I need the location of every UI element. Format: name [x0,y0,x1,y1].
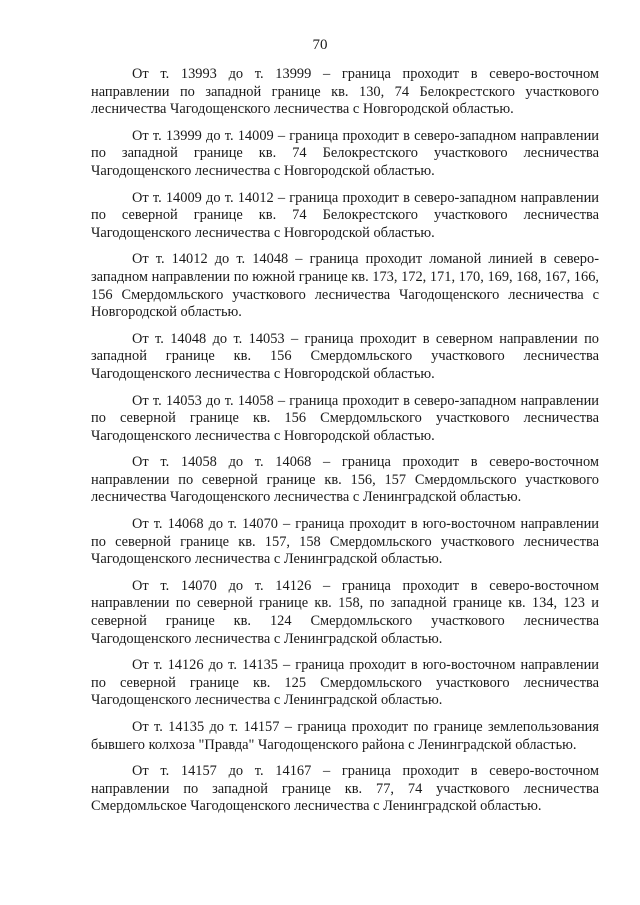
paragraph-4: От т. 14012 до т. 14048 – граница проходит ломаной линией в северо-западном направлении по южной границе кв. 173, 172, 171, 170, 169, 168, 167, 166, 156 Смердомльского участкового лесничества Чагодощенского лесничества с Новгородской областью. [91,251,599,321]
paragraph-5: От т. 14048 до т. 14053 – граница проходит в северном направлении по западной границе кв. 156 Смердомльского участкового лесничества Чагодощенского лесничества с Новгородской областью. [91,330,599,382]
page-number: 70 [312,37,328,53]
paragraph-9: От т. 14070 до т. 14126 – граница проходит в северо-восточном направлении по северной границе кв. 158, по западной границе кв. 134, 123 и северной границе кв. 124 Смердомльского участкового лесничества Чагодощенского лесничества с Ленинградской областью. [91,577,599,647]
paragraph-10: От т. 14126 до т. 14135 – граница проходит в юго-восточном направлении по северной границе кв. 125 Смердомльского участкового лесничества Чагодощенского лесничества с Ленинградской областью. [91,657,599,709]
document-body [91,66,599,825]
paragraph-2: От т. 13999 до т. 14009 – граница проходит в северо-западном направлении по западной границе кв. 74 Белокрестского участкового лесничества Чагодощенского лесничества с Новгородской областью. [91,127,599,179]
paragraph-6: От т. 14053 до т. 14058 – граница проходит в северо-западном направлении по северной границе кв. 156 Смердомльского участкового лесничества Чагодощенского лесничества с Новгородской областью. [91,392,599,444]
paragraph-11: От т. 14135 до т. 14157 – граница проходит по границе землепользования бывшего колхоза "Правда" Чагодощенского района с Ленинградской областью. [91,719,599,753]
paragraph-12: От т. 14157 до т. 14167 – граница проходит в северо-восточном направлении по западной границе кв. 77, 74 участкового лесничества Смердомльское Чагодощенского лесничества с Ленинградской областью. [91,763,599,815]
paragraph-1: От т. 13993 до т. 13999 – граница проходит в северо-восточном направлении по западной границе кв. 130, 74 Белокрестского участкового лесничества Чагодощенского лесничества с Новгородской областью. [91,66,599,118]
paragraph-8: От т. 14068 до т. 14070 – граница проходит в юго-восточном направлении по северной границе кв. 157, 158 Смердомльского участкового лесничества Чагодощенского лесничества с Ленинградской областью. [91,516,599,568]
paragraph-7: От т. 14058 до т. 14068 – граница проходит в северо-восточном направлении по северной границе кв. 156, 157 Смердомльского участкового лесничества Чагодощенского лесничества с Ленинградской областью. [91,454,599,506]
paragraph-3: От т. 14009 до т. 14012 – граница проходит в северо-западном направлении по северной границе кв. 74 Белокрестского участкового лесничества Чагодощенского лесничества с Новгородской областью. [91,189,599,241]
